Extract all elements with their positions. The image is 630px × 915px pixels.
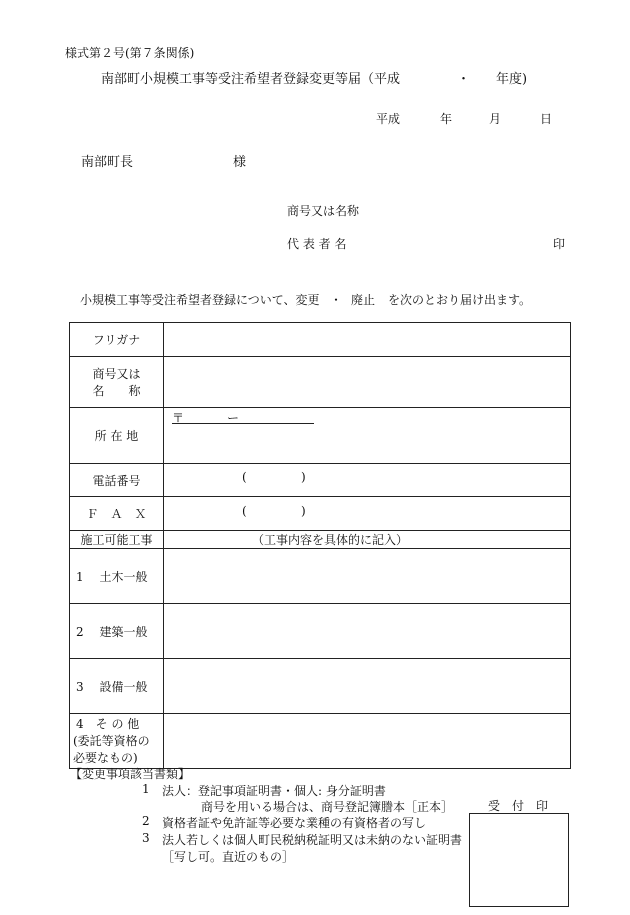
works-header-row (70, 531, 571, 549)
addressee-honorific: 様 (233, 155, 247, 170)
furigana-row (70, 323, 571, 357)
form-title-end: 年度) (496, 72, 528, 87)
phone-field[interactable] (164, 464, 571, 497)
seal-mark: 印 (553, 237, 566, 251)
form-number: 様式第２号(第７条関係) (65, 46, 195, 60)
phone-row (70, 464, 571, 497)
address-field[interactable] (164, 408, 571, 464)
category-4-label (70, 714, 164, 769)
statement-abolish: 廃止 (351, 293, 376, 307)
doc-item-1-text: 法人：登記事項証明書・個人: 身分証明書 (162, 784, 386, 798)
doc-item-2-text: 資格者証や免許証等必要な業種の有資格者の写し (162, 816, 427, 830)
category-4-label-line3: 必要なもの) (73, 750, 138, 765)
category-1-row (70, 549, 571, 604)
doc-item-2-num: 2 (142, 814, 150, 828)
fax-row (70, 497, 571, 531)
applicant-representative-label: 代 表 者 名 (287, 237, 347, 251)
doc-item-1-num: 1 (142, 782, 150, 796)
category-2-field[interactable] (164, 604, 571, 659)
documents-heading: 【変更事項該当書類】 (70, 767, 191, 781)
category-4-label-line1: 4 そ の 他 (76, 716, 140, 731)
phone-label: 電話番号 (70, 464, 164, 497)
works-note-cell (164, 531, 571, 549)
fax-paren-open: ( (242, 504, 247, 518)
statement-suffix: を次のとおり届け出ます。 (388, 293, 532, 307)
fax-label: Ｆ Ａ Ｘ (70, 497, 164, 531)
doc-item-1-sub-text: 商号を用いる場合は、商号登記簿謄本［正本］ (201, 800, 454, 814)
trade-name-label (70, 357, 164, 408)
form-title-dot: ・ (457, 72, 471, 87)
postal-code-underline (172, 423, 314, 424)
phone-paren-open: ( (242, 470, 247, 484)
category-1-field[interactable] (164, 549, 571, 604)
doc-item-3-sub-text: ［写し可。直近のもの］ (162, 850, 295, 864)
statement-prefix: 小規模工事等受注希望者登録について、変更 (80, 293, 320, 307)
category-3-label: 3 設備一般 (70, 659, 164, 714)
category-4-row (70, 714, 571, 769)
phone-paren-close: ) (301, 470, 306, 484)
category-3-row (70, 659, 571, 714)
fax-paren-close: ) (301, 504, 306, 518)
trade-name-row (70, 357, 571, 408)
receipt-label: 受 付 印 (488, 799, 549, 813)
category-4-label-line2: (委託等資格の (73, 733, 150, 748)
address-row (70, 408, 571, 464)
date-day: 日 (540, 112, 553, 126)
postal-dash: ー (227, 411, 240, 425)
doc-item-3-text: 法人若しくは個人町民税納税証明又は未納のない証明書 (162, 833, 463, 847)
works-note: （工事内容を具体的に記入） (252, 533, 409, 547)
date-era: 平成 (376, 112, 401, 126)
postal-mark: 〒 (172, 411, 185, 425)
furigana-label: フリガナ (70, 323, 164, 357)
address-label: 所 在 地 (70, 408, 164, 464)
category-4-field[interactable] (164, 714, 571, 769)
receipt-stamp-box (469, 813, 569, 907)
date-month: 月 (489, 112, 502, 126)
category-2-row (70, 604, 571, 659)
furigana-field[interactable] (164, 323, 571, 357)
fax-field[interactable] (164, 497, 571, 531)
statement-dot: ・ (330, 293, 343, 307)
registration-form-table (69, 322, 571, 769)
trade-name-label-line1: 商号又は (92, 367, 141, 381)
date-year: 年 (440, 112, 453, 126)
form-title: 南部町小規模工事等受注希望者登録変更等届（平成 (101, 72, 401, 87)
doc-item-3-num: 3 (142, 831, 150, 845)
trade-name-field[interactable] (164, 357, 571, 408)
addressee-name: 南部町長 (81, 155, 134, 170)
category-1-label: 1 土木一般 (70, 549, 164, 604)
applicant-trade-name-label: 商号又は名称 (287, 204, 360, 218)
trade-name-label-line2: 名 称 (92, 384, 141, 398)
category-2-label: 2 建築一般 (70, 604, 164, 659)
works-header-label: 施工可能工事 (70, 531, 164, 549)
category-3-field[interactable] (164, 659, 571, 714)
